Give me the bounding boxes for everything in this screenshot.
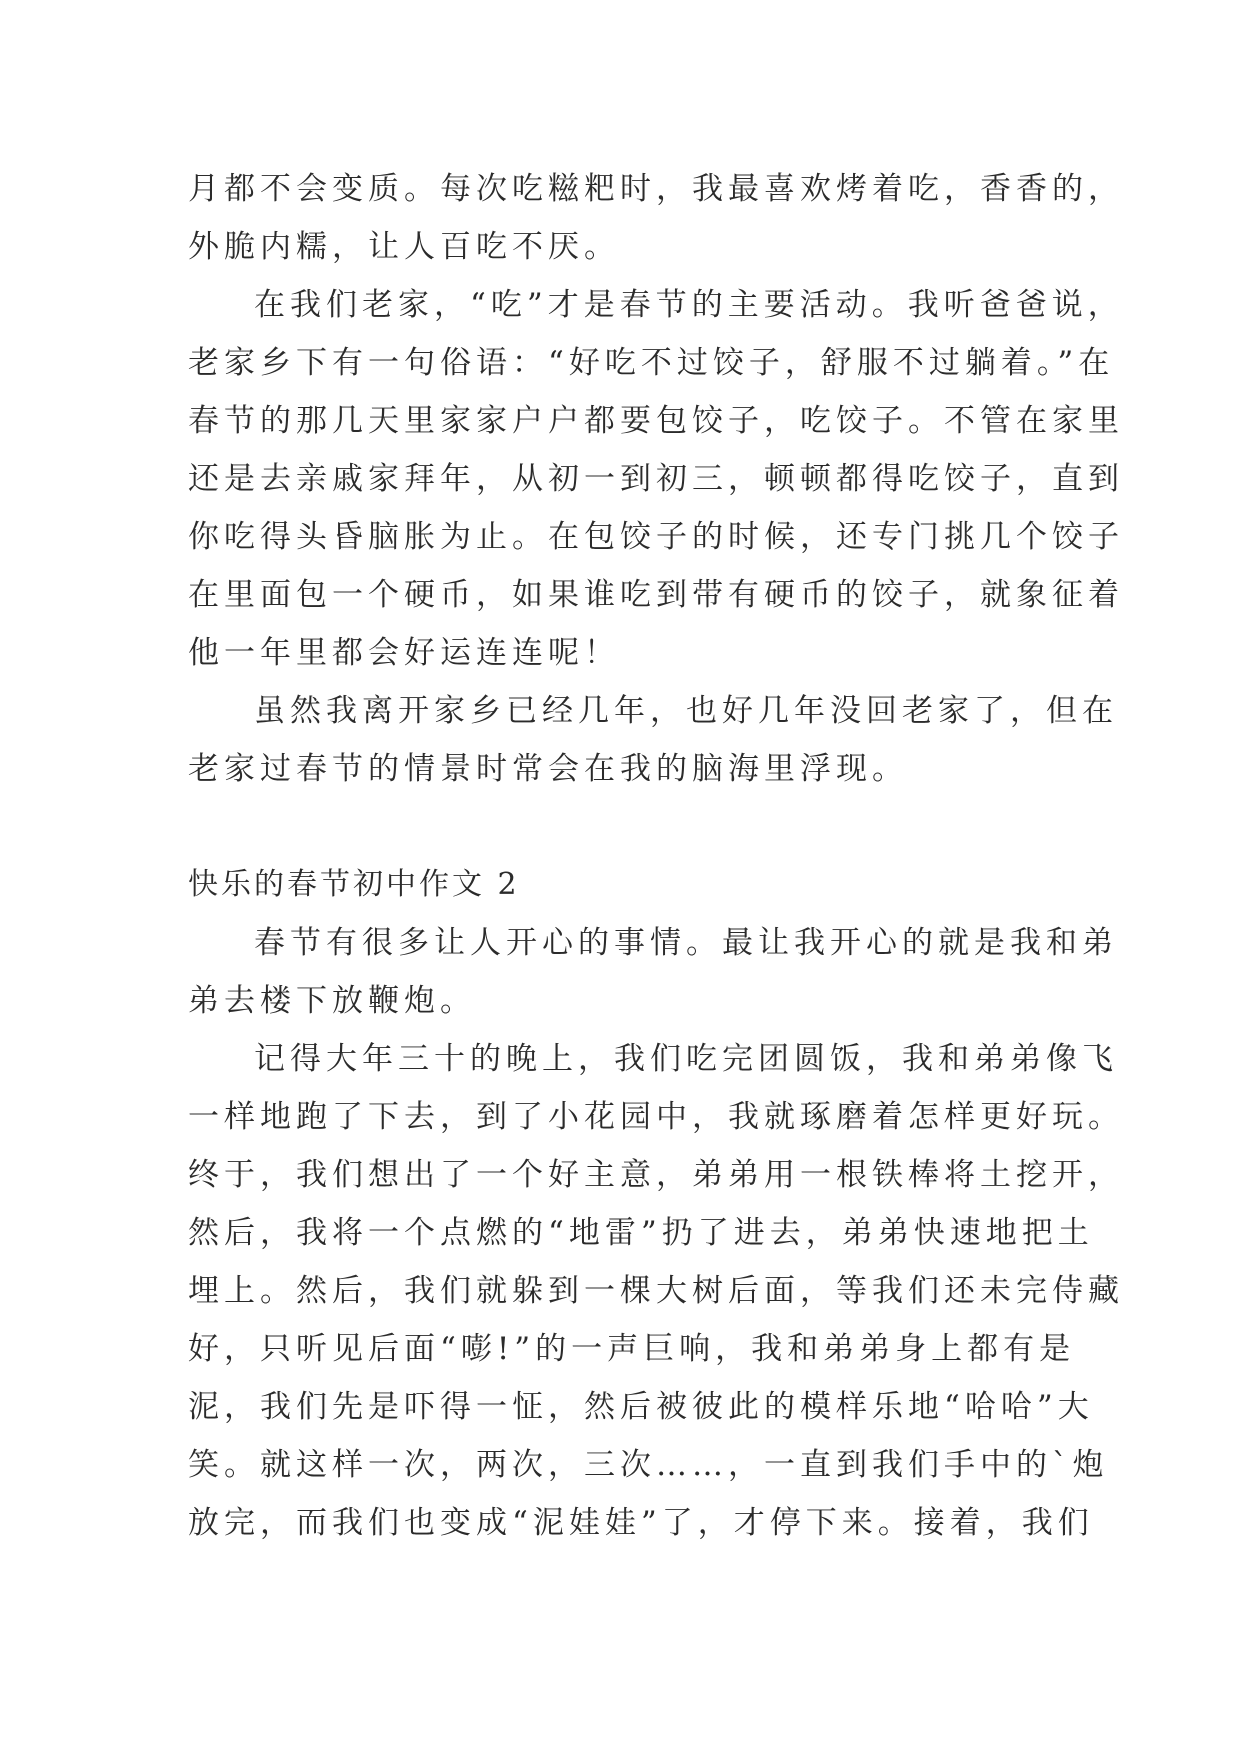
text-line: 老家乡下有一句俗语：“好吃不过饺子，舒服不过躺着。”在 (188, 345, 1115, 381)
section-heading: 快乐的春节初中作文 2 (188, 867, 520, 902)
text-line: 然后，我将一个点燃的“地雷”扔了进去，弟弟快速地把土 (188, 1215, 1094, 1251)
text-line: 埋上。然后，我们就躲到一棵大树后面，等我们还未完侍藏 (188, 1273, 1124, 1309)
text-line: 春节的那几天里家家户户都要包饺子，吃饺子。不管在家里 (188, 403, 1124, 439)
text-line: 笑。就这样一次，两次，三次……，一直到我们手中的`炮 (188, 1447, 1109, 1483)
text-line: 你吃得头昏脑胀为止。在包饺子的时候，还专门挑几个饺子 (188, 519, 1124, 555)
text-line: 放完，而我们也变成“泥娃娃”了，才停下来。接着，我们 (188, 1505, 1094, 1541)
text-line: 他一年里都会好运连连呢！ (188, 635, 620, 671)
paragraph-start-line: 在我们老家，“吃”才是春节的主要活动。我听爸爸说， (254, 287, 1124, 323)
text-line: 在里面包一个硬币，如果谁吃到带有硬币的饺子，就象征着 (188, 577, 1124, 613)
text-line: 好，只听见后面“嘭!”的一声巨响，我和弟弟身上都有是 (188, 1331, 1076, 1367)
paragraph-start-line: 虽然我离开家乡已经几年，也好几年没回老家了，但在 (254, 693, 1118, 729)
text-line: 外脆内糯，让人百吃不厌。 (188, 229, 620, 265)
essay-body (188, 160, 1124, 1552)
paragraph-start-line: 春节有很多让人开心的事情。最让我开心的就是我和弟 (254, 925, 1118, 961)
text-line: 月都不会变质。每次吃糍粑时，我最喜欢烤着吃，香香的， (188, 171, 1124, 207)
text-line: 弟去楼下放鞭炮。 (188, 983, 476, 1019)
text-line: 终于，我们想出了一个好主意，弟弟用一根铁棒将土挖开， (188, 1157, 1124, 1193)
text-line: 泥，我们先是吓得一怔，然后被彼此的模样乐地“哈哈”大 (188, 1389, 1094, 1425)
text-line: 还是去亲戚家拜年，从初一到初三，顿顿都得吃饺子，直到 (188, 461, 1124, 497)
text-line: 一样地跑了下去，到了小花园中，我就琢磨着怎样更好玩。 (188, 1099, 1124, 1135)
paragraph-start-line: 记得大年三十的晚上，我们吃完团圆饭，我和弟弟像飞 (254, 1041, 1118, 1077)
text-line: 老家过春节的情景时常会在我的脑海里浮现。 (188, 751, 908, 787)
